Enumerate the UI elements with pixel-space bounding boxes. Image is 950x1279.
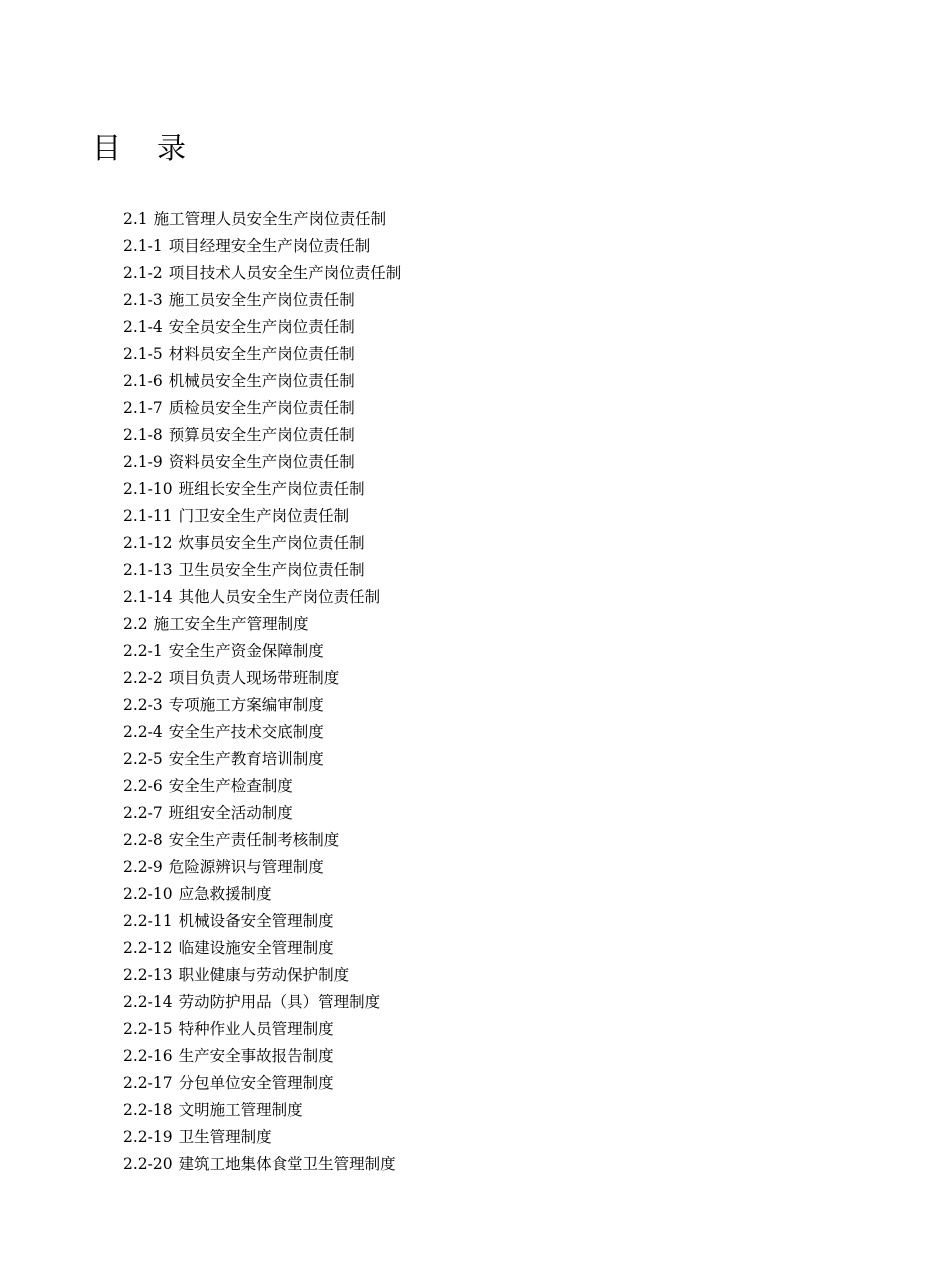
- toc-entry-number: 2.2-9: [123, 858, 163, 876]
- toc-entry: [123, 1070, 401, 1097]
- toc-entry: [123, 1124, 401, 1151]
- toc-entry: [123, 962, 401, 989]
- toc-entry-number: 2.1-9: [123, 453, 163, 471]
- toc-entry: [123, 1097, 401, 1124]
- toc-entry: [123, 449, 401, 476]
- toc-entry-title: 机械员安全生产岗位责任制: [168, 372, 355, 390]
- toc-entry-number: 2.1-13: [123, 561, 173, 579]
- toc-entry-number: 2.1-12: [123, 534, 173, 552]
- toc-entry-number: 2.1-8: [123, 426, 163, 444]
- toc-entry-number: 2.2-20: [123, 1155, 173, 1173]
- toc-entry: [123, 827, 401, 854]
- toc-entry: [123, 638, 401, 665]
- toc-entry-number: 2.1-11: [123, 507, 173, 525]
- toc-entry-title: 门卫安全生产岗位责任制: [178, 507, 350, 525]
- toc-entry-number: 2.2-3: [123, 696, 163, 714]
- toc-entry-number: 2.1-3: [123, 291, 163, 309]
- toc-entry-title: 项目负责人现场带班制度: [168, 669, 340, 687]
- toc-entry: [123, 530, 401, 557]
- toc-entry: [123, 395, 401, 422]
- toc-entry: [123, 665, 401, 692]
- toc-entry-title: 安全生产责任制考核制度: [168, 831, 340, 849]
- toc-entry-title: 卫生员安全生产岗位责任制: [178, 561, 365, 579]
- toc-entry-number: 2.1-2: [123, 264, 163, 282]
- toc-entry-title: 生产安全事故报告制度: [178, 1047, 334, 1065]
- toc-entry-title: 资料员安全生产岗位责任制: [168, 453, 355, 471]
- toc-entry: [123, 1151, 401, 1178]
- toc-entry: [123, 341, 401, 368]
- toc-entry-number: 2.1-7: [123, 399, 163, 417]
- toc-entry-title: 安全生产技术交底制度: [168, 723, 324, 741]
- toc-entry-title: 施工安全生产管理制度: [153, 615, 309, 633]
- toc-entry: [123, 422, 401, 449]
- toc-entry-title: 临建设施安全管理制度: [178, 939, 334, 957]
- toc-entry-title: 职业健康与劳动保护制度: [178, 966, 350, 984]
- toc-entry-number: 2.2-2: [123, 669, 163, 687]
- toc-entry: [123, 287, 401, 314]
- toc-entry-title: 安全生产教育培训制度: [168, 750, 324, 768]
- toc-entry-title: 材料员安全生产岗位责任制: [168, 345, 355, 363]
- toc-entry-title: 应急救援制度: [178, 885, 272, 903]
- toc-entry-title: 班组安全活动制度: [168, 804, 293, 822]
- toc-entry-title: 特种作业人员管理制度: [178, 1020, 334, 1038]
- toc-entry-title: 其他人员安全生产岗位责任制: [178, 588, 381, 606]
- toc-entry: [123, 935, 401, 962]
- toc-entry: [123, 692, 401, 719]
- toc-entry: [123, 476, 401, 503]
- toc-entry-number: 2.2-12: [123, 939, 173, 957]
- toc-entry: [123, 1043, 401, 1070]
- toc-entry-title: 劳动防护用品（具）管理制度: [178, 993, 381, 1011]
- toc-entry-title: 炊事员安全生产岗位责任制: [178, 534, 365, 552]
- toc-entry-title: 预算员安全生产岗位责任制: [168, 426, 355, 444]
- toc-entry-number: 2.2-10: [123, 885, 173, 903]
- toc-entry-title: 安全生产资金保障制度: [168, 642, 324, 660]
- toc-entry: [123, 260, 401, 287]
- toc-entry: [123, 314, 401, 341]
- toc-entry: [123, 773, 401, 800]
- toc-entry-number: 2.2-1: [123, 642, 163, 660]
- toc-entry-number: 2.1-14: [123, 588, 173, 606]
- toc-entry: [123, 1016, 401, 1043]
- toc-list: [123, 206, 401, 1178]
- toc-entry-number: 2.2-7: [123, 804, 163, 822]
- toc-entry-number: 2.2-18: [123, 1101, 173, 1119]
- toc-entry-title: 卫生管理制度: [178, 1128, 272, 1146]
- toc-entry: [123, 746, 401, 773]
- toc-entry-number: 2.2-16: [123, 1047, 173, 1065]
- toc-entry-number: 2.2-14: [123, 993, 173, 1011]
- toc-entry-title: 质检员安全生产岗位责任制: [168, 399, 355, 417]
- toc-entry-title: 危险源辨识与管理制度: [168, 858, 324, 876]
- toc-entry-number: 2.2-13: [123, 966, 173, 984]
- toc-entry-number: 2.2: [123, 615, 148, 633]
- toc-entry-title: 机械设备安全管理制度: [178, 912, 334, 930]
- toc-entry-title: 建筑工地集体食堂卫生管理制度: [178, 1155, 396, 1173]
- toc-entry: [123, 503, 401, 530]
- toc-entry: [123, 206, 401, 233]
- toc-entry-number: 2.1-4: [123, 318, 163, 336]
- toc-entry-number: 2.2-4: [123, 723, 163, 741]
- toc-entry-title: 分包单位安全管理制度: [178, 1074, 334, 1092]
- toc-entry-title: 项目经理安全生产岗位责任制: [168, 237, 371, 255]
- toc-entry: [123, 854, 401, 881]
- toc-entry: [123, 881, 401, 908]
- toc-entry: [123, 584, 401, 611]
- toc-entry-number: 2.1-10: [123, 480, 173, 498]
- toc-entry: [123, 908, 401, 935]
- toc-entry: [123, 368, 401, 395]
- toc-entry-number: 2.2-6: [123, 777, 163, 795]
- toc-entry-number: 2.1-1: [123, 237, 163, 255]
- toc-entry-title: 施工员安全生产岗位责任制: [168, 291, 355, 309]
- toc-entry: [123, 800, 401, 827]
- toc-entry-title: 文明施工管理制度: [178, 1101, 303, 1119]
- toc-entry: [123, 611, 401, 638]
- toc-entry-title: 班组长安全生产岗位责任制: [178, 480, 365, 498]
- toc-entry: [123, 557, 401, 584]
- toc-entry-title: 安全生产检查制度: [168, 777, 293, 795]
- toc-entry-number: 2.1: [123, 210, 148, 228]
- toc-entry-number: 2.2-8: [123, 831, 163, 849]
- toc-entry-title: 专项施工方案编审制度: [168, 696, 324, 714]
- toc-entry-number: 2.2-15: [123, 1020, 173, 1038]
- toc-entry: [123, 989, 401, 1016]
- toc-entry-number: 2.1-6: [123, 372, 163, 390]
- toc-entry: [123, 233, 401, 260]
- toc-entry-number: 2.2-19: [123, 1128, 173, 1146]
- toc-entry-title: 安全员安全生产岗位责任制: [168, 318, 355, 336]
- toc-title: 目录: [92, 131, 223, 165]
- toc-entry-number: 2.2-5: [123, 750, 163, 768]
- toc-entry-number: 2.1-5: [123, 345, 163, 363]
- toc-entry-number: 2.2-11: [123, 912, 173, 930]
- toc-entry: [123, 719, 401, 746]
- toc-entry-number: 2.2-17: [123, 1074, 173, 1092]
- toc-entry-title: 施工管理人员安全生产岗位责任制: [153, 210, 387, 228]
- toc-entry-title: 项目技术人员安全生产岗位责任制: [168, 264, 402, 282]
